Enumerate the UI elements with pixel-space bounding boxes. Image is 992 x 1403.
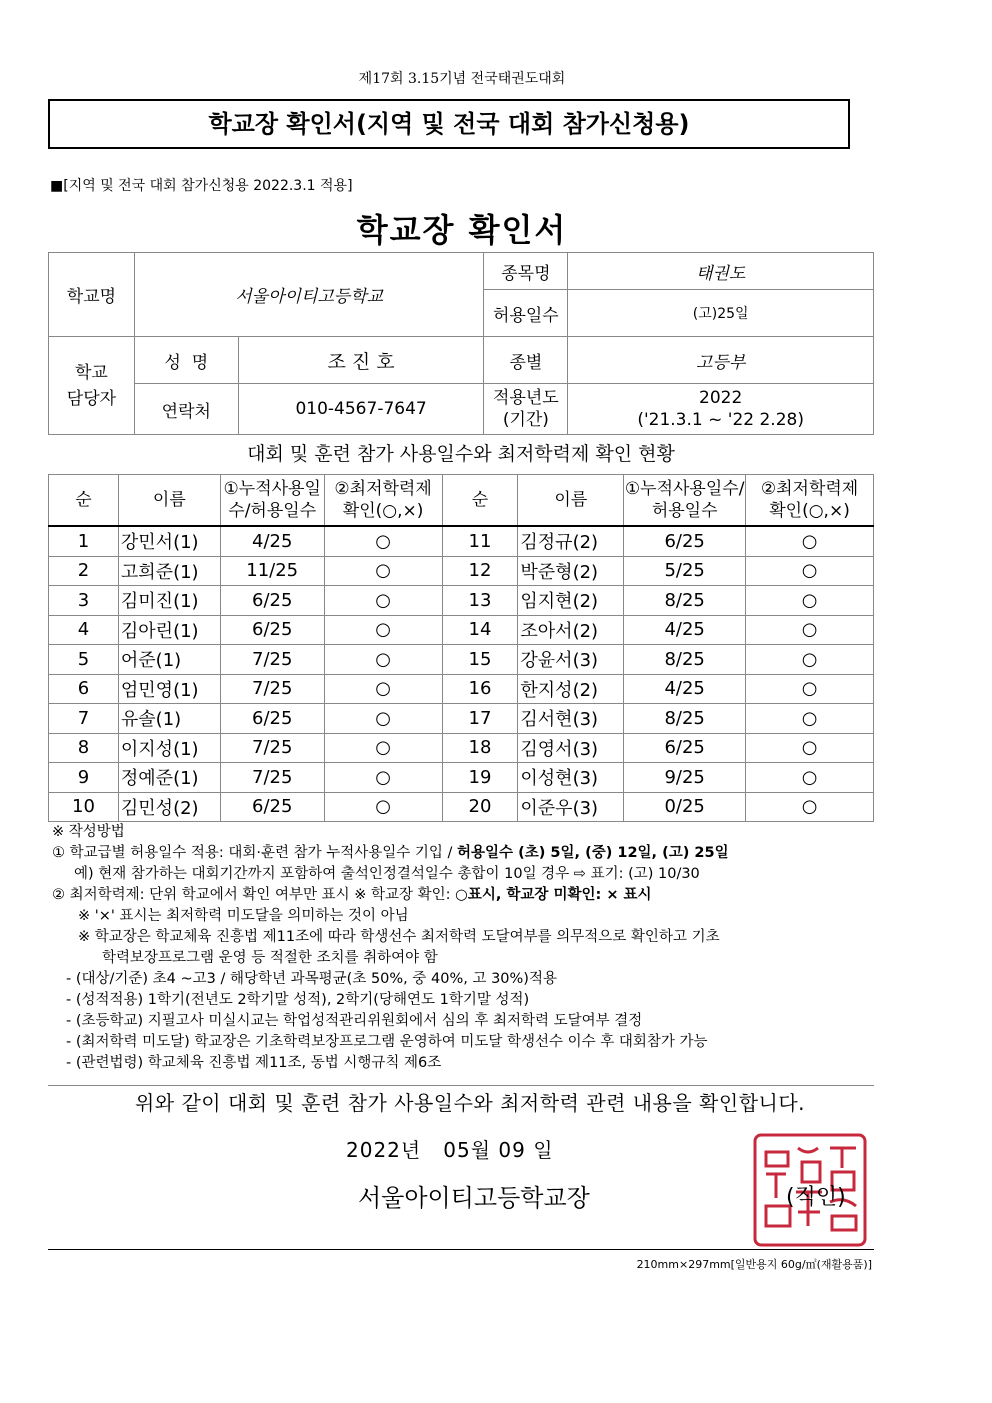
student-name: 유솔(1) [118, 704, 220, 734]
student-name: 김정규(2) [518, 526, 624, 556]
note-1 [52, 843, 882, 864]
min-academic-check: ○ [746, 733, 874, 763]
school-info-table [48, 252, 874, 435]
days-used: 7/25 [220, 645, 324, 675]
roster-section-title: 대회 및 훈련 참가 사용일수와 최저학력제 확인 현황 [247, 443, 675, 465]
days-used: 6/25 [624, 526, 746, 556]
col-no-right: 순 [442, 475, 518, 527]
days-used: 4/25 [624, 674, 746, 704]
col-name-left: 이름 [118, 475, 220, 527]
row-number: 3 [49, 586, 119, 616]
year-cell [568, 384, 874, 435]
main-title: 학교장 확인서 [356, 211, 568, 249]
row-number: 9 [49, 763, 119, 793]
min-academic-check: ○ [324, 674, 442, 704]
roster-table [48, 474, 874, 822]
days-used: 6/25 [220, 586, 324, 616]
table-row [49, 792, 874, 822]
min-academic-check: ○ [746, 674, 874, 704]
col-no-left: 순 [49, 475, 119, 527]
student-name: 고희준(1) [118, 556, 220, 586]
notes-heading: ※ 작성방법 [52, 824, 125, 840]
division-label: 종별 [484, 337, 568, 384]
phone-label: 연락처 [134, 384, 238, 435]
contact-label: 학교 담당자 [49, 337, 135, 435]
confirmation-date: 2022년 05월 09 일 [346, 1138, 554, 1162]
student-name: 조아서(2) [518, 615, 624, 645]
principal-name: 서울아이티고등학교장 [358, 1184, 590, 1212]
period-value: ('21.3.1 ~ '22 2.28) [637, 410, 804, 430]
min-academic-check: ○ [746, 763, 874, 793]
row-number: 14 [442, 615, 518, 645]
min-academic-check: ○ [746, 704, 874, 734]
table-row [49, 645, 874, 675]
table-row [49, 704, 874, 734]
note-7: - (초등학교) 지필고사 미실시교는 학업성적관리위원회에서 심의 후 최저학력 도달여부 결정 [66, 1013, 643, 1029]
year-value: 2022 [699, 388, 743, 408]
min-academic-check: ○ [324, 586, 442, 616]
note-3: ※ '×' 표시는 최저학력 미도달을 의미하는 것이 아님 [78, 908, 409, 924]
student-name: 정예준(1) [118, 763, 220, 793]
days-used: 5/25 [624, 556, 746, 586]
days-used: 8/25 [624, 645, 746, 675]
days-used: 9/25 [624, 763, 746, 793]
school-value: 서울아이티고등학교 [134, 253, 484, 337]
row-number: 8 [49, 733, 119, 763]
row-number: 18 [442, 733, 518, 763]
form-title-box [48, 99, 850, 149]
note-5: - (대상/기준) 초4 ~고3 / 해당학년 과목평균(초 50%, 중 40%, 고 30%)적용 [66, 971, 557, 987]
min-academic-check: ○ [324, 733, 442, 763]
allowed-days-value: (고)25일 [568, 290, 874, 337]
sport-value: 태권도 [568, 253, 874, 290]
row-number: 15 [442, 645, 518, 675]
table-row [49, 526, 874, 556]
days-used: 4/25 [220, 526, 324, 556]
note-9: - (관련법령) 학교체육 진흥법 제11조, 동법 시행규칙 제6조 [66, 1055, 442, 1071]
table-row [49, 615, 874, 645]
min-academic-check: ○ [746, 586, 874, 616]
student-name: 김아린(1) [118, 615, 220, 645]
row-number: 1 [49, 526, 119, 556]
days-used: 8/25 [624, 704, 746, 734]
min-academic-check: ○ [324, 763, 442, 793]
min-academic-check: ○ [324, 556, 442, 586]
row-number: 10 [49, 792, 119, 822]
year-label: 적용년도 (기간) [484, 384, 568, 435]
days-used: 11/25 [220, 556, 324, 586]
min-academic-check: ○ [324, 792, 442, 822]
seal-label: (직인) [786, 1185, 846, 1210]
row-number: 6 [49, 674, 119, 704]
col-check-right: ②최저학력제 확인(○,×) [746, 475, 874, 527]
col-name-right: 이름 [518, 475, 624, 527]
student-name: 어준(1) [118, 645, 220, 675]
min-academic-check: ○ [324, 615, 442, 645]
form-title: 학교장 확인서(지역 및 전국 대회 참가신청용) [208, 110, 690, 138]
student-name: 이성현(3) [518, 763, 624, 793]
col-days-left: ①누적사용일 수/허용일수 [220, 475, 324, 527]
note-4: ※ 학교장은 학교체육 진흥법 제11조에 따라 학생선수 최저학력 도달여부를 의무적으로 확인하고 기초 [78, 929, 720, 945]
row-number: 19 [442, 763, 518, 793]
paper-spec: 210mm×297mm[일반용지 60g/㎡(재활용품)] [636, 1258, 872, 1271]
note-8: - (최저학력 미도달) 학교장은 기초학력보장프로그램 운영하여 미도달 학생선수 이수 후 대회참가 가능 [66, 1034, 708, 1050]
note-1-example: 예) 현재 참가하는 대회기간까지 포함하여 출석인정결석일수 총합이 10일 경우 ⇨ 표기: (고) 10/30 [74, 866, 700, 882]
days-used: 7/25 [220, 763, 324, 793]
min-academic-check: ○ [746, 556, 874, 586]
student-name: 강민서(1) [118, 526, 220, 556]
col-days-right: ①누적사용일수/ 허용일수 [624, 475, 746, 527]
min-academic-check: ○ [746, 615, 874, 645]
table-row [49, 763, 874, 793]
table-row [49, 556, 874, 586]
min-academic-check: ○ [324, 704, 442, 734]
row-number: 11 [442, 526, 518, 556]
student-name: 엄민영(1) [118, 674, 220, 704]
student-name: 김민성(2) [118, 792, 220, 822]
note-2-text: ② 최저학력제: 단위 학교에서 확인 여부만 표시 ※ 학교장 확인: [52, 887, 456, 903]
manager-name-label: 성 명 [134, 337, 238, 384]
allowed-days-label: 허용일수 [484, 290, 568, 337]
student-name: 강윤서(3) [518, 645, 624, 675]
days-used: 4/25 [624, 615, 746, 645]
phone-value: 010-4567-7647 [238, 384, 484, 435]
student-name: 김영서(3) [518, 733, 624, 763]
note-2-bold: ○표시, 학교장 미확인: × 표시 [455, 887, 652, 903]
student-name: 이지성(1) [118, 733, 220, 763]
row-number: 20 [442, 792, 518, 822]
sport-label: 종목명 [484, 253, 568, 290]
divider-top [48, 1085, 874, 1086]
min-academic-check: ○ [746, 645, 874, 675]
days-used: 6/25 [220, 792, 324, 822]
min-academic-check: ○ [746, 526, 874, 556]
row-number: 13 [442, 586, 518, 616]
col-check-left: ②최저학력제 확인(○,×) [324, 475, 442, 527]
form-note: ■[지역 및 전국 대회 참가신청용 2022.3.1 적용] [50, 178, 353, 194]
event-title: 제17회 3.15기념 전국태권도대회 [358, 71, 566, 87]
row-number: 2 [49, 556, 119, 586]
row-number: 16 [442, 674, 518, 704]
min-academic-check: ○ [324, 645, 442, 675]
days-used: 7/25 [220, 733, 324, 763]
days-used: 7/25 [220, 674, 324, 704]
confirmation-statement: 위와 같이 대회 및 훈련 참가 사용일수와 최저학력 관련 내용을 확인합니다. [134, 1091, 806, 1115]
table-row [49, 674, 874, 704]
note-4-cont: 학력보장프로그램 운영 등 적절한 조치를 취하여야 함 [102, 950, 438, 966]
days-used: 8/25 [624, 586, 746, 616]
row-number: 5 [49, 645, 119, 675]
student-name: 박준형(2) [518, 556, 624, 586]
days-used: 6/25 [220, 704, 324, 734]
min-academic-check: ○ [324, 526, 442, 556]
student-name: 이준우(3) [518, 792, 624, 822]
min-academic-check: ○ [746, 792, 874, 822]
note-1-text: ① 학교급별 허용일수 적용: 대회·훈련 참가 누적사용일수 기입 / [52, 845, 458, 861]
table-row [49, 733, 874, 763]
days-used: 6/25 [624, 733, 746, 763]
writing-instructions [52, 822, 882, 1074]
student-name: 한지성(2) [518, 674, 624, 704]
days-used: 0/25 [624, 792, 746, 822]
row-number: 7 [49, 704, 119, 734]
school-label: 학교명 [49, 253, 135, 337]
division-value: 고등부 [568, 337, 874, 384]
note-1-bold: 허용일수 (초) 5일, (중) 12일, (고) 25일 [457, 845, 729, 861]
note-2 [52, 885, 882, 906]
note-6: - (성적적용) 1학기(전년도 2학기말 성적), 2학기(당해연도 1학기말 성적) [66, 992, 530, 1008]
divider-bottom [48, 1249, 874, 1250]
student-name: 김서현(3) [518, 704, 624, 734]
student-name: 김미진(1) [118, 586, 220, 616]
student-name: 임지현(2) [518, 586, 624, 616]
table-row [49, 586, 874, 616]
days-used: 6/25 [220, 615, 324, 645]
row-number: 4 [49, 615, 119, 645]
row-number: 12 [442, 556, 518, 586]
row-number: 17 [442, 704, 518, 734]
manager-name-value: 조 진 호 [238, 337, 484, 384]
